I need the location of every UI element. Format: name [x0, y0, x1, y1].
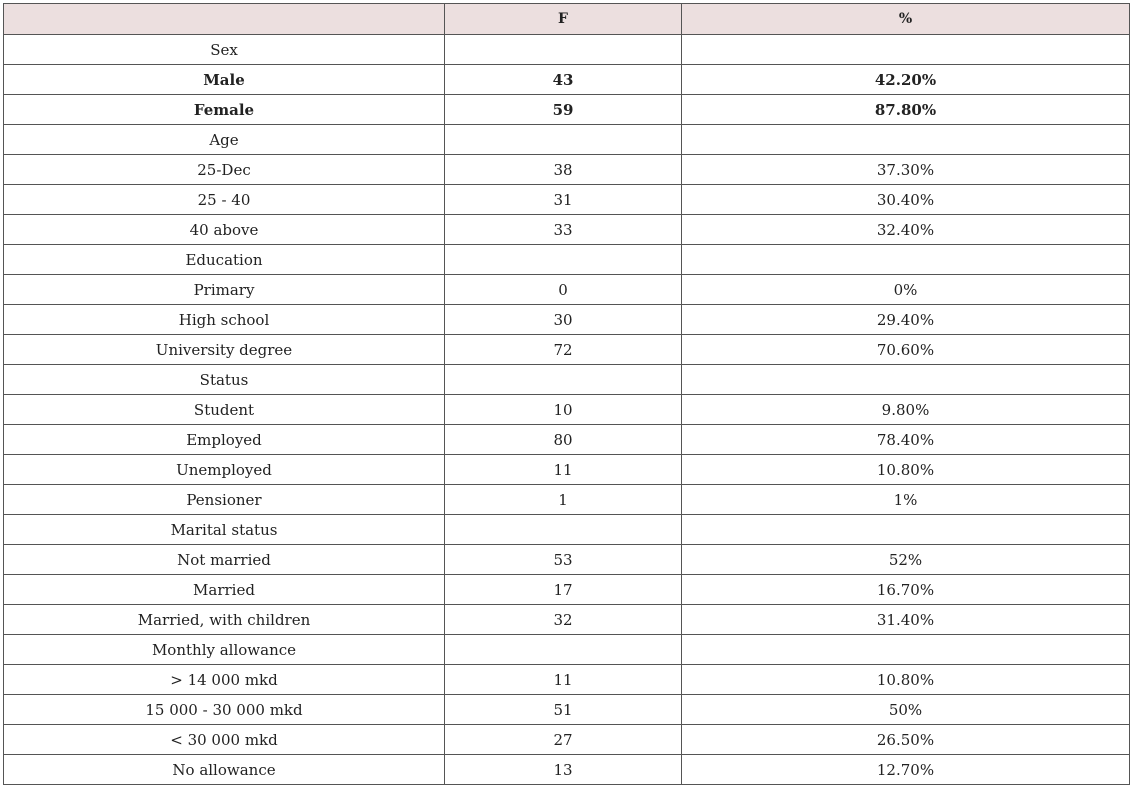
row-frequency: 10	[445, 395, 682, 425]
table-row	[4, 635, 1130, 665]
row-label: Male	[4, 65, 445, 95]
row-label: Not married	[4, 545, 445, 575]
table-row	[4, 335, 1130, 365]
row-label: Married	[4, 575, 445, 605]
row-frequency: 1	[445, 485, 682, 515]
header-label	[4, 4, 445, 35]
row-frequency: 11	[445, 665, 682, 695]
row-percent: 26.50%	[682, 725, 1130, 755]
row-label: Monthly allowance	[4, 635, 445, 665]
row-frequency	[445, 365, 682, 395]
row-frequency: 32	[445, 605, 682, 635]
table-row	[4, 185, 1130, 215]
row-percent: 12.70%	[682, 755, 1130, 785]
row-percent: 10.80%	[682, 455, 1130, 485]
row-percent: 10.80%	[682, 665, 1130, 695]
row-frequency: 27	[445, 725, 682, 755]
row-frequency: 80	[445, 425, 682, 455]
row-label: Education	[4, 245, 445, 275]
table-row	[4, 605, 1130, 635]
table-row	[4, 485, 1130, 515]
table-row	[4, 695, 1130, 725]
row-frequency: 30	[445, 305, 682, 335]
table-row	[4, 215, 1130, 245]
row-frequency	[445, 515, 682, 545]
row-percent	[682, 635, 1130, 665]
row-label: Marital status	[4, 515, 445, 545]
row-frequency: 51	[445, 695, 682, 725]
table-row	[4, 455, 1130, 485]
row-percent	[682, 365, 1130, 395]
row-label: Primary	[4, 275, 445, 305]
row-percent: 78.40%	[682, 425, 1130, 455]
row-label: 15 000 - 30 000 mkd	[4, 695, 445, 725]
table-row	[4, 305, 1130, 335]
table-row	[4, 395, 1130, 425]
row-percent: 70.60%	[682, 335, 1130, 365]
row-frequency: 17	[445, 575, 682, 605]
row-frequency: 72	[445, 335, 682, 365]
row-frequency	[445, 245, 682, 275]
row-label: University degree	[4, 335, 445, 365]
row-percent	[682, 245, 1130, 275]
row-label: Married, with children	[4, 605, 445, 635]
row-frequency: 53	[445, 545, 682, 575]
row-percent: 30.40%	[682, 185, 1130, 215]
row-label: Female	[4, 95, 445, 125]
row-frequency: 38	[445, 155, 682, 185]
row-frequency: 11	[445, 455, 682, 485]
row-frequency	[445, 35, 682, 65]
row-frequency: 0	[445, 275, 682, 305]
row-percent: 52%	[682, 545, 1130, 575]
table-row	[4, 65, 1130, 95]
row-percent: 31.40%	[682, 605, 1130, 635]
row-label: Student	[4, 395, 445, 425]
table-row	[4, 545, 1130, 575]
row-frequency	[445, 125, 682, 155]
row-percent	[682, 125, 1130, 155]
row-label: 25 - 40	[4, 185, 445, 215]
row-label: Pensioner	[4, 485, 445, 515]
table-row	[4, 95, 1130, 125]
header-frequency: F	[445, 4, 682, 35]
row-percent: 9.80%	[682, 395, 1130, 425]
table-body	[4, 35, 1130, 785]
row-frequency	[445, 635, 682, 665]
table-row	[4, 755, 1130, 785]
row-frequency: 31	[445, 185, 682, 215]
table-row	[4, 575, 1130, 605]
header-percent: %	[682, 4, 1130, 35]
table-row	[4, 725, 1130, 755]
row-label: Sex	[4, 35, 445, 65]
table-row	[4, 365, 1130, 395]
row-frequency: 33	[445, 215, 682, 245]
table-row	[4, 155, 1130, 185]
row-label: Employed	[4, 425, 445, 455]
table-row	[4, 515, 1130, 545]
row-label: > 14 000 mkd	[4, 665, 445, 695]
table-header-row	[4, 4, 1130, 35]
row-percent: 1%	[682, 485, 1130, 515]
row-percent: 37.30%	[682, 155, 1130, 185]
row-percent: 0%	[682, 275, 1130, 305]
table-row	[4, 425, 1130, 455]
table-row	[4, 275, 1130, 305]
table-row	[4, 665, 1130, 695]
row-frequency: 59	[445, 95, 682, 125]
row-percent: 29.40%	[682, 305, 1130, 335]
table-row	[4, 245, 1130, 275]
row-percent	[682, 35, 1130, 65]
row-percent: 42.20%	[682, 65, 1130, 95]
row-label: Unemployed	[4, 455, 445, 485]
row-percent: 32.40%	[682, 215, 1130, 245]
row-frequency: 13	[445, 755, 682, 785]
row-percent: 50%	[682, 695, 1130, 725]
row-percent: 87.80%	[682, 95, 1130, 125]
row-percent: 16.70%	[682, 575, 1130, 605]
row-label: < 30 000 mkd	[4, 725, 445, 755]
row-label: Status	[4, 365, 445, 395]
row-label: High school	[4, 305, 445, 335]
row-label: 25-Dec	[4, 155, 445, 185]
table-row	[4, 35, 1130, 65]
demographics-table	[3, 3, 1130, 785]
table-row	[4, 125, 1130, 155]
row-percent	[682, 515, 1130, 545]
row-label: 40 above	[4, 215, 445, 245]
row-label: No allowance	[4, 755, 445, 785]
row-frequency: 43	[445, 65, 682, 95]
row-label: Age	[4, 125, 445, 155]
